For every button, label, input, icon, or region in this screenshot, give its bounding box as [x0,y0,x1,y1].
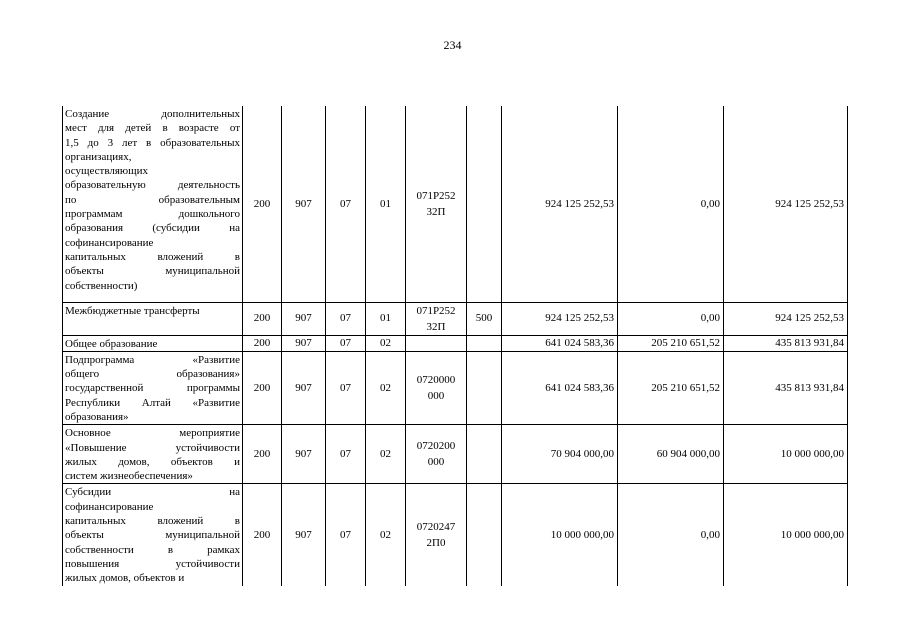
cell-target-article [406,425,467,484]
cell-total: 70 904 000,00 [502,425,618,484]
cell-section: 07 [326,302,366,335]
cell-name-line: Субсидии на [65,486,240,499]
cell-regional: 435 813 931,84 [724,335,848,351]
target-article-line: 0720000 [416,374,456,387]
cell-name-line: капитальных вложений в [65,250,240,263]
cell-ministry: 907 [282,106,326,302]
target-article-line: 32П [426,205,446,218]
cell-section: 07 [326,106,366,302]
cell-name-line: софинансирование [65,236,154,249]
cell-name [63,425,243,484]
cell-subsection: 02 [366,484,406,586]
cell-name [63,106,243,302]
cell-expense-type [467,484,502,586]
cell-name-line: 1,5 до 3 лет в образовательных [65,136,240,149]
cell-name-line: образовательную деятельность [65,179,240,192]
cell-regional: 924 125 252,53 [724,302,848,335]
table-row [63,484,848,586]
cell-name-line: объекты муниципальной [65,529,240,542]
cell-expense-type: 500 [467,302,502,335]
cell-section: 07 [326,484,366,586]
cell-name-line: жилых домов, объектов и [65,572,185,585]
cell-name-line: Подпрограмма «Развитие [65,353,240,366]
cell-admin: 200 [243,335,282,351]
cell-ministry: 907 [282,425,326,484]
cell-section: 07 [326,335,366,351]
cell-total: 10 000 000,00 [502,484,618,586]
table-row [63,106,848,302]
cell-admin: 200 [243,106,282,302]
cell-admin: 200 [243,425,282,484]
cell-name-line: программам дошкольного [65,208,240,221]
cell-target-article [406,335,467,351]
cell-name-line: объекты муниципальной [65,265,240,278]
cell-federal: 205 210 651,52 [618,335,724,351]
cell-name-line: Основное мероприятие [65,427,240,440]
cell-ministry: 907 [282,484,326,586]
cell-name-line: Республики Алтай «Развитие [65,396,240,409]
cell-target-article [406,302,467,335]
cell-federal: 60 904 000,00 [618,425,724,484]
cell-admin: 200 [243,484,282,586]
cell-name-line: Создание дополнительных [65,108,240,120]
cell-name-line: капитальных вложений в [65,515,240,528]
target-article-line: 071P252 [416,189,456,202]
cell-admin: 200 [243,302,282,335]
cell-name-line: систем жизнеобеспечения» [65,470,193,483]
cell-expense-type [467,106,502,302]
cell-name-line: образования» [65,410,129,423]
cell-total: 924 125 252,53 [502,302,618,335]
table-row [63,335,848,351]
target-article-line: 32П [426,320,446,333]
cell-ministry: 907 [282,302,326,335]
cell-ministry: 907 [282,351,326,424]
page-number: 234 [443,38,462,52]
target-article-line: 000 [427,456,445,469]
cell-ministry: 907 [282,335,326,351]
cell-admin: 200 [243,351,282,424]
cell-federal: 0,00 [618,302,724,335]
cell-name-line: Общее образование [65,337,158,350]
cell-name-line: общего образования» [65,368,240,381]
cell-name-line: повышения устойчивости [65,557,240,570]
cell-expense-type [467,335,502,351]
budget-table [62,106,848,586]
cell-regional: 10 000 000,00 [724,425,848,484]
target-article-line: 2П0 [426,537,446,549]
cell-federal: 0,00 [618,106,724,302]
table-row [63,351,848,424]
cell-name-line: жилых домов, объектов и [65,455,240,468]
cell-name-line: организациях, [65,150,132,163]
cell-name [63,351,243,424]
cell-expense-type [467,425,502,484]
cell-regional: 924 125 252,53 [724,106,848,302]
cell-name-line: мест для детей в возрасте от [65,122,240,135]
cell-target-article [406,351,467,424]
cell-subsection: 01 [366,302,406,335]
cell-name-line: по образовательным [65,193,240,206]
cell-target-article [406,484,467,586]
cell-federal: 0,00 [618,484,724,586]
cell-section: 07 [326,351,366,424]
target-article-line: 071P252 [416,304,456,317]
cell-section: 07 [326,425,366,484]
cell-name-line: собственности) [65,279,138,292]
table-row [63,425,848,484]
cell-name [63,302,243,335]
cell-name-line: государственной программы [65,382,240,395]
table-row [63,302,848,335]
cell-name-line: собственности в рамках [65,543,240,556]
target-article-line: 0720200 [416,440,456,453]
cell-total: 641 024 583,36 [502,335,618,351]
target-article-line: 0720247 [416,521,456,533]
cell-subsection: 02 [366,425,406,484]
cell-name-line: осуществляющих [65,165,148,178]
cell-name-line: «Повышение устойчивости [65,441,240,454]
cell-target-article [406,106,467,302]
cell-name [63,484,243,586]
cell-name-line: Межбюджетные трансферты [65,304,200,317]
cell-regional: 435 813 931,84 [724,351,848,424]
cell-total: 924 125 252,53 [502,106,618,302]
cell-name-line: софинансирование [65,500,154,513]
cell-federal: 205 210 651,52 [618,351,724,424]
cell-subsection: 02 [366,351,406,424]
target-article-line: 000 [427,390,445,403]
cell-name-line: образования (субсидии на [65,222,240,235]
cell-expense-type [467,351,502,424]
cell-name [63,335,243,351]
cell-subsection: 02 [366,335,406,351]
cell-regional: 10 000 000,00 [724,484,848,586]
cell-subsection: 01 [366,106,406,302]
cell-total: 641 024 583,36 [502,351,618,424]
